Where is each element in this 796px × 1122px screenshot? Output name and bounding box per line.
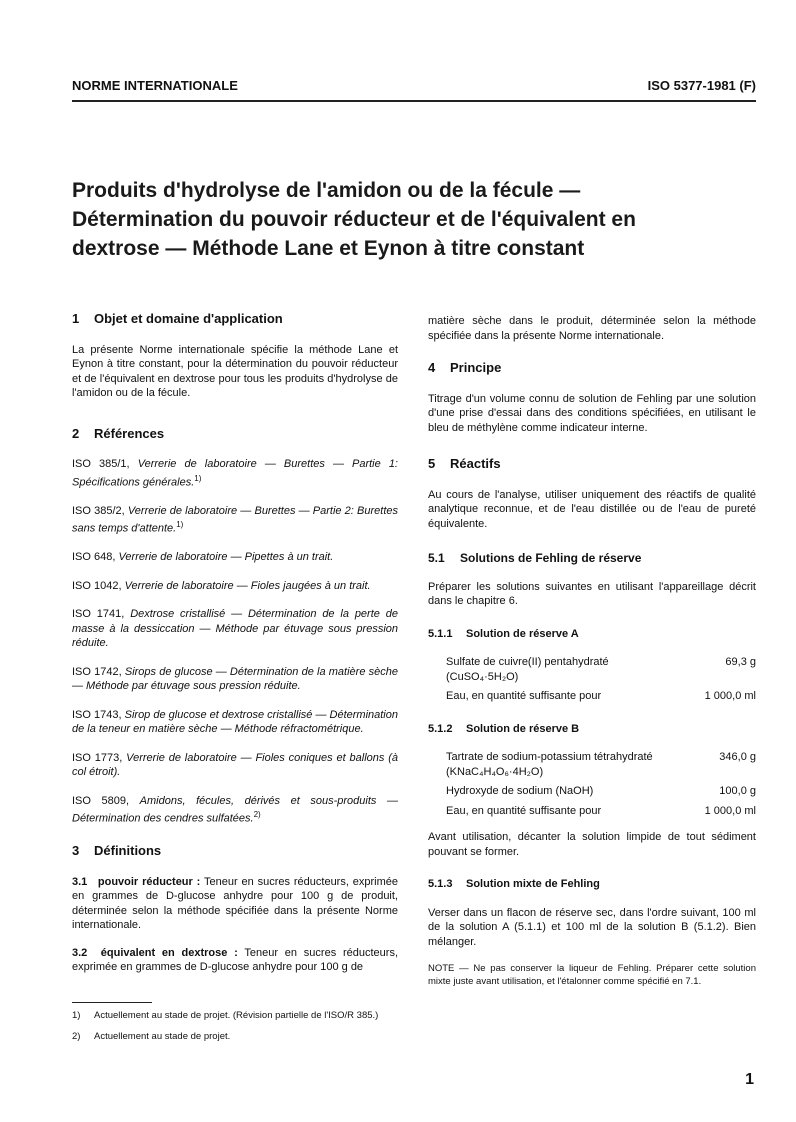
reference-code: ISO 5809, [72,794,130,807]
title-line-1: Produits d'hydrolyse de l'amidon ou de la fécule — [72,179,581,202]
reagent-row [446,784,756,799]
document-title [72,176,762,263]
left-column [72,312,398,988]
reference-item [72,579,398,594]
reagent-name-cell [446,750,686,779]
reference-code: ISO 1042, [72,579,122,592]
reagent-row [446,750,756,779]
reagent-name: Eau, en quantité suffisante pour [446,804,602,817]
reference-code: ISO 1773, [72,751,123,764]
section-5-1-1-heading: 5.1.1 Solution de réserve A [428,627,579,640]
footnote-mark: 2) [72,1031,81,1042]
reagent-quantity: 1 000,0 ml [704,804,756,817]
footnote-marker: 2) [253,810,261,820]
reference-title: Verrerie de laboratoire — Burettes — Partie 2: Burettes sans temps d'attente. [72,504,398,535]
footnotes [72,1010,432,1052]
reagent-row [446,689,756,704]
section-5-1-3-text: Verser dans un flacon de réserve sec, dans l'ordre suivant, 100 ml de la solution A (5.1.1) et 100 ml de la solution B (5.1.2). Bien mélanger. [428,906,756,948]
section-5-1-2-after: Avant utilisation, décanter la solution limpide de tout sédiment pouvant se former. [428,831,756,858]
section-4-text: Titrage d'un volume connu de solution de Fehling par une solution d'une prise d'essai dans des conditions spécifiées, en utilisant le bleu de méthylène comme indicateur interne. [428,392,756,434]
section-1-heading: 1 Objet et domaine d'application [72,311,283,326]
reagent-quantity: 346,0 g [719,751,756,763]
footnote-text: Actuellement au stade de projet. [94,1031,231,1042]
reference-code: ISO 1742, [72,665,122,678]
reference-code: ISO 648, [72,551,116,564]
reagent-row [446,655,756,684]
section-5-1-text: Préparer les solutions suivantes en utilisant l'appareillage décrit dans le chapitre 6. [428,580,756,607]
footnote-item [72,1031,432,1043]
reagent-name: Tartrate de sodium-potassium tétrahydraté [446,751,653,763]
reference-title: Verrerie de laboratoire — Burettes — Partie 1: Spécifications générales. [72,458,398,489]
section-3-heading: 3 Définitions [72,843,162,859]
header-rule [72,100,756,102]
reagent-name: Hydroxyde de sodium (NaOH) [446,785,594,797]
section-2-heading: 2 Références [72,425,165,441]
reagents-solution-a [446,655,756,704]
reference-code: ISO 385/2, [72,504,125,517]
reference-item [72,550,398,565]
reference-item [72,457,398,490]
section-5-heading: 5 Réactifs [428,456,501,471]
definition-continued: matière sèche dans le produit, déterminée selon la méthode spécifiée dans la présente Norme internationale. [428,315,756,342]
reagent-name-cell [446,689,686,704]
footnote-rule [72,1002,152,1003]
section-5-1-3-note: NOTE — Ne pas conserver la liqueur de Fehling. Préparer cette solution mixte juste avant utilisation, et l'étalonner comme spécifié en 7.1. [428,963,756,987]
title-line-3: dextrose — Méthode Lane et Eynon à titre constant [72,237,585,260]
section-5-text: Au cours de l'analyse, utiliser uniquement des réactifs de qualité analytique reconnue, et de l'eau distillée ou de l'eau de pureté équivalente. [428,488,756,530]
section-1-text: La présente Norme internationale spécifie la méthode Lane et Eynon à titre constant, pour la détermination du pouvoir réducteur et de l'équivalent en dextrose pour tous les produits d'hydrolyse de l'amidon ou de la fécule. [72,343,398,399]
reagent-name: Eau, en quantité suffisante pour [446,690,602,702]
reagent-quantity: 1 000,0 ml [704,690,756,702]
reference-code: ISO 1743, [72,708,122,721]
reagent-name-cell [446,655,686,684]
definition-3-1: 3.1 pouvoir réducteur : Teneur en sucres réducteurs, exprimée en grammes de D-glucose anhydre pour 100 g de produit, déterminée selon la méthode spécifiée dans la présente Norme internationale. [72,875,399,932]
right-column [428,314,756,988]
reference-title: Sirops de glucose — Détermination de la matière sèche — Méthode par étuvage sous pression réduite. [72,665,398,693]
reference-title: Dextrose cristallisé — Détermination de la perte de masse à la dessiccation — Méthode par étuvage sous pression réduite. [72,608,398,650]
footnote-text: Actuellement au stade de projet. (Révision partielle de l'ISO/R 385.) [94,1010,379,1021]
reference-title: Verrerie de laboratoire — Pipettes à un trait. [118,551,334,564]
reagent-formula: (KNaC₄H₄O₆·4H₂O) [446,765,544,778]
definition-3-2: 3.2 équivalent en dextrose : Teneur en sucres réducteurs, exprimée en grammes de D-glucose anhydre pour 100 g de [72,946,398,974]
header-standard-code: ISO 5377-1981 (F) [647,78,756,93]
reagent-name: Sulfate de cuivre(II) pentahydraté [446,656,609,668]
reagent-row [446,804,756,819]
reference-item [72,504,398,537]
reagent-name-cell [446,804,686,819]
reference-title: Sirop de glucose et dextrose cristallisé — Détermination de la teneur en matière sèche — Méthode réfractométrique. [72,708,398,736]
reference-code: ISO 385/1, [72,458,130,470]
section-5-1-2-heading: 5.1.2 Solution de réserve B [428,722,580,735]
reagent-formula: (CuSO₄·5H₂O) [446,670,519,683]
footnote-mark: 1) [72,1010,81,1021]
reference-code: ISO 1741, [72,608,125,621]
footnote-marker: 1) [194,473,202,483]
footnote-marker: 1) [176,520,184,530]
reference-item [72,708,398,737]
reference-title: Verrerie de laboratoire — Fioles coniques et ballons (à col étroit). [72,751,398,779]
header-standard-type: NORME INTERNATIONALE [72,78,238,93]
section-5-1-heading: 5.1 Solutions de Fehling de réserve [428,551,642,565]
page-number: 1 [745,1071,754,1088]
reagent-quantity: 100,0 g [719,785,756,797]
reagent-quantity: 69,3 g [725,656,756,668]
reagent-name-cell [446,784,686,799]
section-4-heading: 4 Principe [428,360,502,375]
reagents-solution-b [446,750,756,818]
reference-item [72,794,398,827]
reference-title: Verrerie de laboratoire — Fioles jaugées à un trait. [124,579,371,592]
title-line-2: Détermination du pouvoir réducteur et de l'équivalent en [72,208,636,231]
reference-item [72,751,398,780]
references-list [72,457,398,826]
reference-item [72,665,398,694]
reference-title: Amidons, fécules, dérivés et sous-produits — Détermination des cendres sulfatées. [72,794,398,825]
section-5-1-3-heading: 5.1.3 Solution mixte de Fehling [428,878,600,890]
footnote-item [72,1010,432,1022]
reference-item [72,607,398,651]
